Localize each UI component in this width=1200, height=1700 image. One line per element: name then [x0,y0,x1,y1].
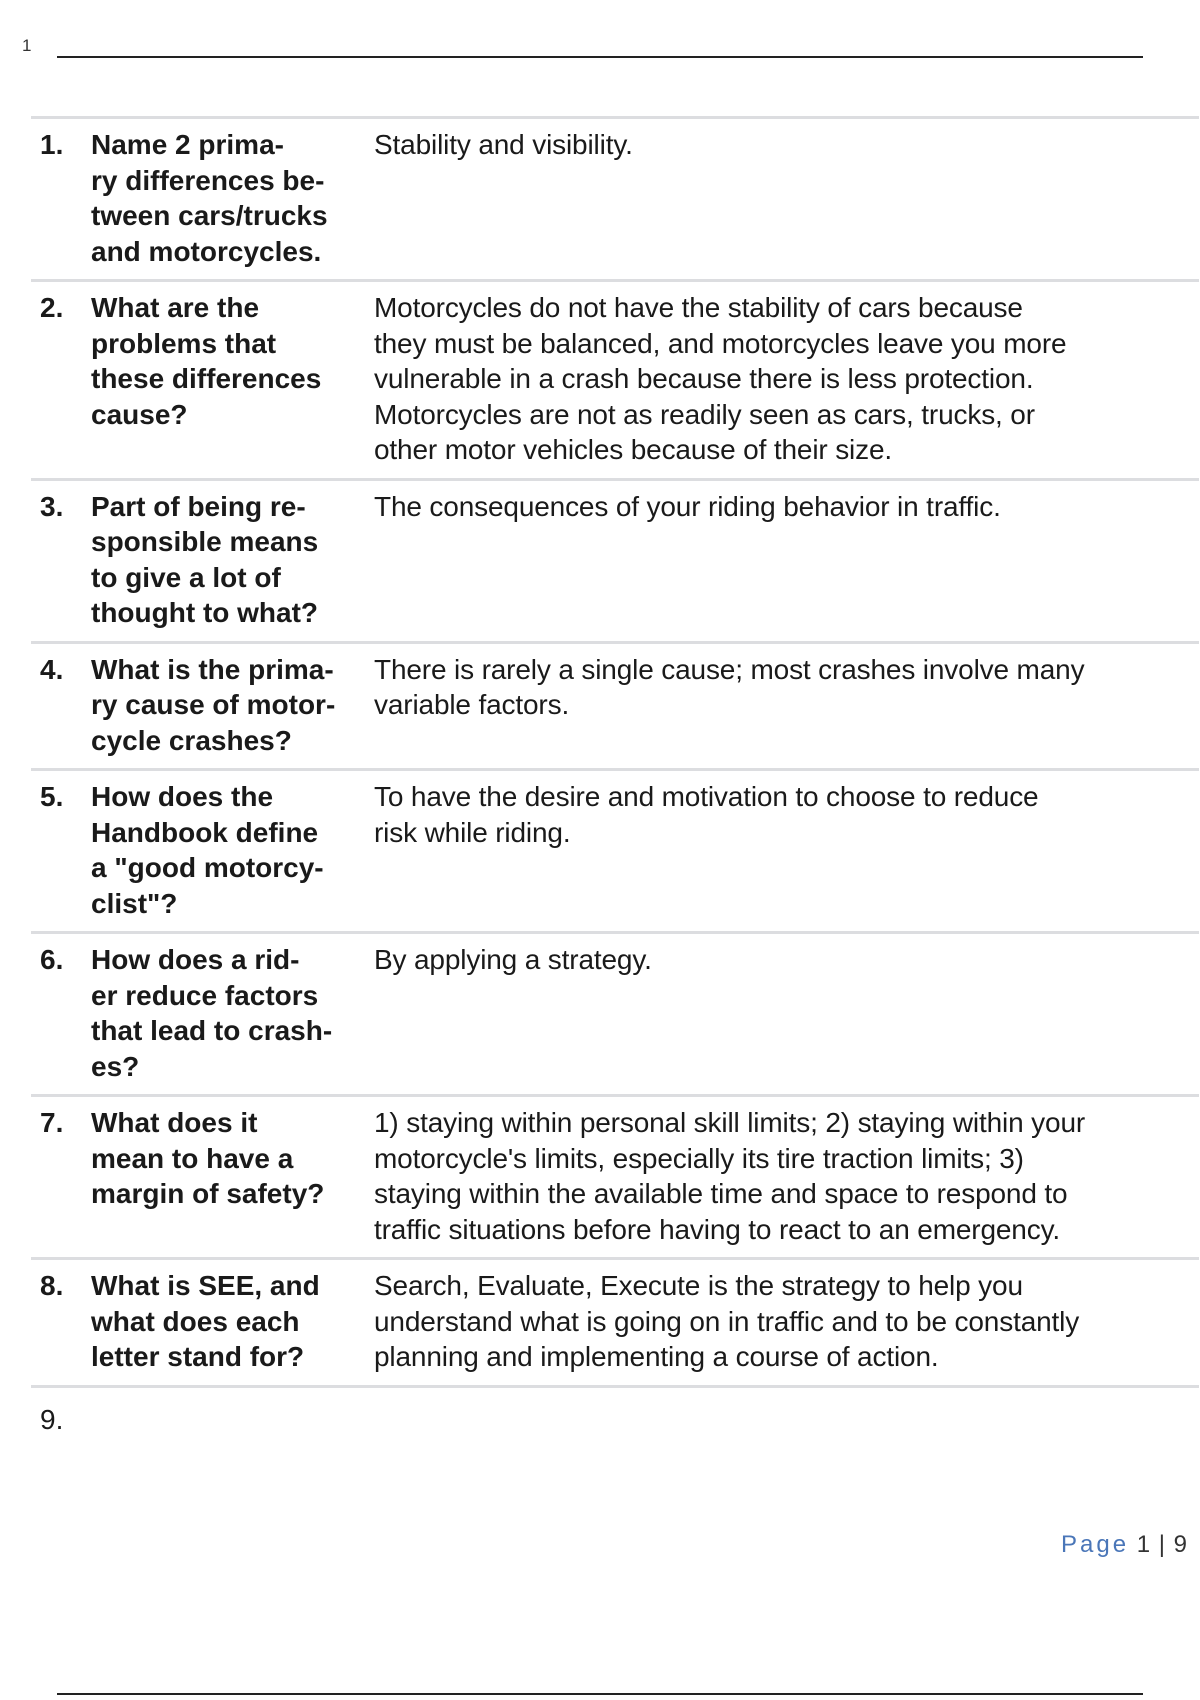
answer-text: By applying a strategy. [374,944,652,975]
qa-row [31,481,1199,644]
answer-text: The consequences of your riding behavior in traffic. [374,490,1001,522]
footer-page-count: 1 | 9 [1136,1531,1188,1558]
question-text: What is the prima- ry cause of motor- cycle crashes? [91,653,336,756]
qa-table [31,116,1199,1447]
footer-page-word: Page [1061,1531,1130,1558]
answer-text: There is rarely a single cause; most crashes involve many variable factors. [374,653,1085,720]
answer-text: Motorcycles do not have the stability of cars because they must be balanced, and motorcycles leave you more vulnerable in a crash because there is less protection. Motorcycles are not as readily seen as cars, trucks, or other motor vehicles because of their size. [374,292,1067,465]
item-number: 7. [40,1107,64,1138]
qa-row [31,934,1199,1097]
item-number: 9. [40,1403,64,1435]
answer-text: 1) staying within personal skill limits; 2) staying within your motorcycle's limits, especially its tire traction limits; 3) staying within the available time and space to respond to traffic situations before having to react to an emergency. [374,1107,1086,1245]
question-text: What is SEE, and what does each letter stand for? [91,1270,320,1372]
answer-text: Search, Evaluate, Execute is the strategy to help you understand what is going on in traffic and to be constantly planning and implementing a course of action. [374,1270,1080,1372]
question-text: How does the Handbook define a "good motorcy- clist"? [91,781,324,919]
item-number: 8. [40,1270,64,1301]
question-text: What does it mean to have a margin of safety? [91,1107,325,1209]
answer-text: To have the desire and motivation to choose to reduce risk while riding. [374,781,1039,848]
question-text: What are the problems that these differences cause? [91,292,322,430]
item-number: 4. [40,653,64,685]
question-text: Part of being re- sponsible means to give a lot of thought to what? [91,490,319,628]
answer-text: Stability and visibility. [374,129,633,160]
footer-page-indicator [1061,1531,1188,1559]
header-rule [57,56,1143,58]
qa-row [31,1097,1199,1260]
qa-row [31,282,1199,481]
item-number: 3. [40,490,64,522]
item-number: 6. [40,944,64,975]
footer-rule [57,1693,1143,1695]
qa-row [31,1388,1199,1448]
item-number: 1. [40,129,64,160]
qa-row [31,644,1199,772]
qa-row [31,771,1199,934]
page-number: 1 [22,36,32,55]
question-text: How does a rid- er reduce factors that lead to crash- es? [91,944,333,1082]
question-text: Name 2 prima- ry differences be- tween cars/trucks and motorcycles. [91,129,328,267]
item-number: 2. [40,292,64,323]
item-number: 5. [40,781,64,812]
qa-row [31,119,1199,282]
qa-row [31,1260,1199,1388]
